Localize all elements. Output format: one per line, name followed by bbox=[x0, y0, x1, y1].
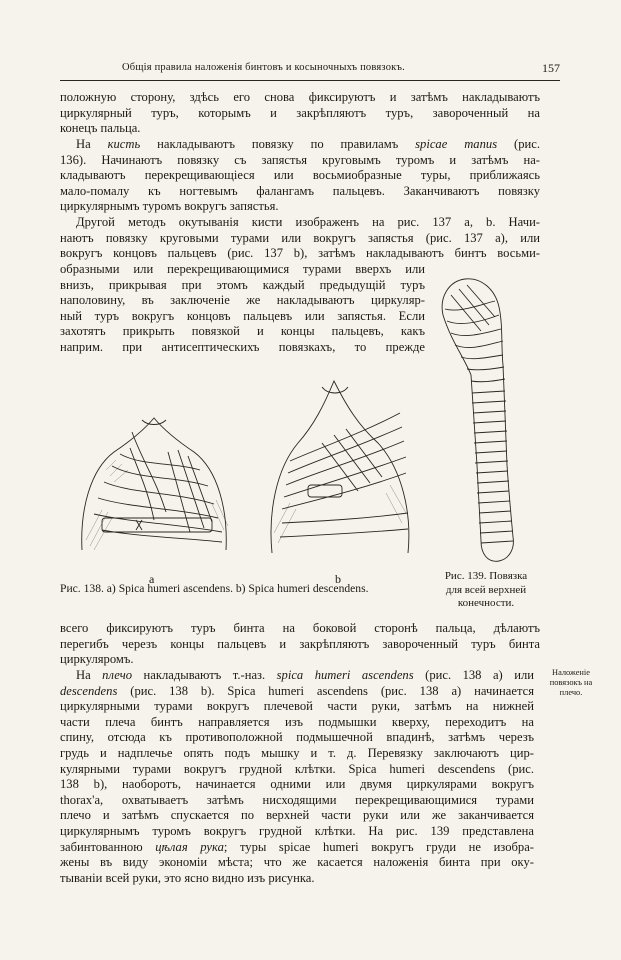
text-line: конецъ пальца. bbox=[60, 121, 141, 136]
text-line: всего фиксируютъ туръ бинта на боковой сторонѣ пальца, дѣлаютъ bbox=[60, 621, 540, 635]
figure-138a-illustration bbox=[72, 400, 238, 560]
text-line: thorax'а, охватываетъ затѣмъ нисходящими перекрещивающимися турами bbox=[60, 792, 534, 807]
text-line: кладываютъ перекрещивающіеся или восьмиобразные туры, приближаясь bbox=[60, 168, 540, 183]
text-line: циркулярнымъ туромъ вокругъ грудной клѣтки. На рис. 139 представлена bbox=[60, 823, 534, 838]
figure-139-illustration bbox=[437, 275, 537, 565]
caption-line: конечности. bbox=[457, 597, 515, 609]
text-line: плечо и затѣмъ спускается по верхней части руки или же заканчивается bbox=[60, 808, 534, 823]
text-line: descendens (рис. 138 b). Spica humeri ascendens (рис. 138 a) начинается bbox=[60, 683, 534, 698]
figure-138b-label: b bbox=[335, 572, 341, 586]
text-line: части плеча бинтъ направляется изъ подмышки кверху, переходитъ на bbox=[60, 714, 534, 729]
text-line: 136). Начинаютъ повязку съ запястья круговымъ туромъ и затѣмъ на- bbox=[60, 152, 540, 167]
text-line: положную сторону, здѣсь его снова фиксируютъ и затѣмъ накладываютъ bbox=[60, 90, 540, 104]
text-line: перегибъ черезъ концы пальцевъ и закрѣпляютъ завороченный туръ бинта bbox=[60, 636, 540, 651]
text-line: мало-помалу къ ногтевымъ фалангамъ пальцевъ. Заканчиваютъ повязку bbox=[60, 183, 540, 198]
text-line: циркуляромъ. bbox=[60, 652, 134, 667]
text-line: захотятъ прикрыть повязкой и концы пальцевъ, какъ bbox=[60, 324, 425, 339]
text-line: На кисть накладываютъ повязку по правиламъ spicae manus (рис. bbox=[76, 137, 540, 151]
paragraph-other-method-cont bbox=[60, 262, 430, 356]
text-line: наютъ повязку круговыми турами или вокругъ запястья (рис. 137 a), или bbox=[60, 230, 540, 245]
figure-138-caption: Рис. 138. a) Spica humeri ascendens. b) Spica humeri descendens. bbox=[60, 582, 369, 595]
margin-note-line: Наложеніе bbox=[552, 668, 590, 677]
text-line: 138 b), наоборотъ, начинается одними или двумя циркулярами вокругъ bbox=[60, 777, 534, 792]
text-line: циркулярными турами вокругъ плечевой части руки, затѣмъ на нижней bbox=[60, 699, 534, 714]
caption-line: для всей верхней bbox=[445, 583, 527, 596]
paragraph-other-method bbox=[60, 215, 540, 262]
margin-note-line: плечо. bbox=[559, 688, 583, 697]
text-line: тываніи всей руки, это ясно видно изъ рисунка. bbox=[60, 870, 315, 885]
text-line: циркулярный туръ, которымъ и закрѣпляютъ туръ, завороченный на bbox=[60, 105, 540, 120]
text-line: грудь и надплечье опять подъ мышку и т. д. Перевязку заключаютъ цир- bbox=[60, 745, 534, 760]
text-line: кулярными турами вокругъ грудной клѣтки. Spica humeri descendens (рис. bbox=[60, 761, 534, 776]
page-number: 157 bbox=[542, 61, 560, 75]
text-line: ный туръ вокругъ концовъ пальцевъ или запястья. Если bbox=[60, 308, 425, 323]
text-line: забинтованною цѣлая рука; туры spicae humeri вокругъ груди не изобра- bbox=[60, 839, 534, 854]
text-line: Другой методъ окутыванія кисти изображенъ на рис. 137 a, b. Начи- bbox=[76, 215, 540, 229]
text-line: образными или перекрещивающимися турами вверхъ или bbox=[60, 262, 425, 276]
margin-note-line: повязокъ на bbox=[549, 678, 593, 687]
text-line: внизъ, прикрывая при этомъ каждый предыдущій туръ bbox=[60, 277, 425, 292]
paragraph-finger-tips bbox=[60, 621, 540, 668]
text-line: циркулярнымъ туромъ вокругъ запястья. bbox=[60, 199, 279, 214]
text-line: жены въ виду экономіи мѣста; что же касается наложенія бинта при оку- bbox=[60, 855, 534, 870]
header-rule bbox=[60, 80, 560, 81]
text-line: вокругъ концовъ пальцевъ (рис. 137 b), затѣмъ накладываютъ бинтъ восьми- bbox=[60, 246, 540, 261]
page-header bbox=[60, 62, 560, 78]
text-line: На плечо накладываютъ т.-наз. spica humeri ascendens (рис. 138 a) или bbox=[76, 668, 534, 682]
margin-note bbox=[538, 668, 604, 698]
figure-139-caption bbox=[431, 570, 541, 611]
paragraph-shoulder bbox=[60, 668, 534, 886]
text-line: спину, отсюда къ противоположной подмышечной впадинѣ, затѣмъ черезъ bbox=[60, 730, 534, 745]
text-line: наприм. при антисептическихъ повязкахъ, то прежде bbox=[60, 339, 425, 354]
figure-138a-label: a bbox=[149, 572, 155, 586]
paragraph-continuation bbox=[60, 90, 540, 137]
text-line: наполовину, въ заключеніе же накладываютъ циркуляр- bbox=[60, 293, 425, 308]
figure-138b-illustration bbox=[262, 373, 418, 563]
caption-line: Рис. 139. Повязка bbox=[444, 570, 528, 582]
paragraph-hand-bandage bbox=[60, 137, 540, 215]
running-title: Общія правила наложенія бинтовъ и косыночныхъ повязокъ. bbox=[122, 62, 405, 73]
